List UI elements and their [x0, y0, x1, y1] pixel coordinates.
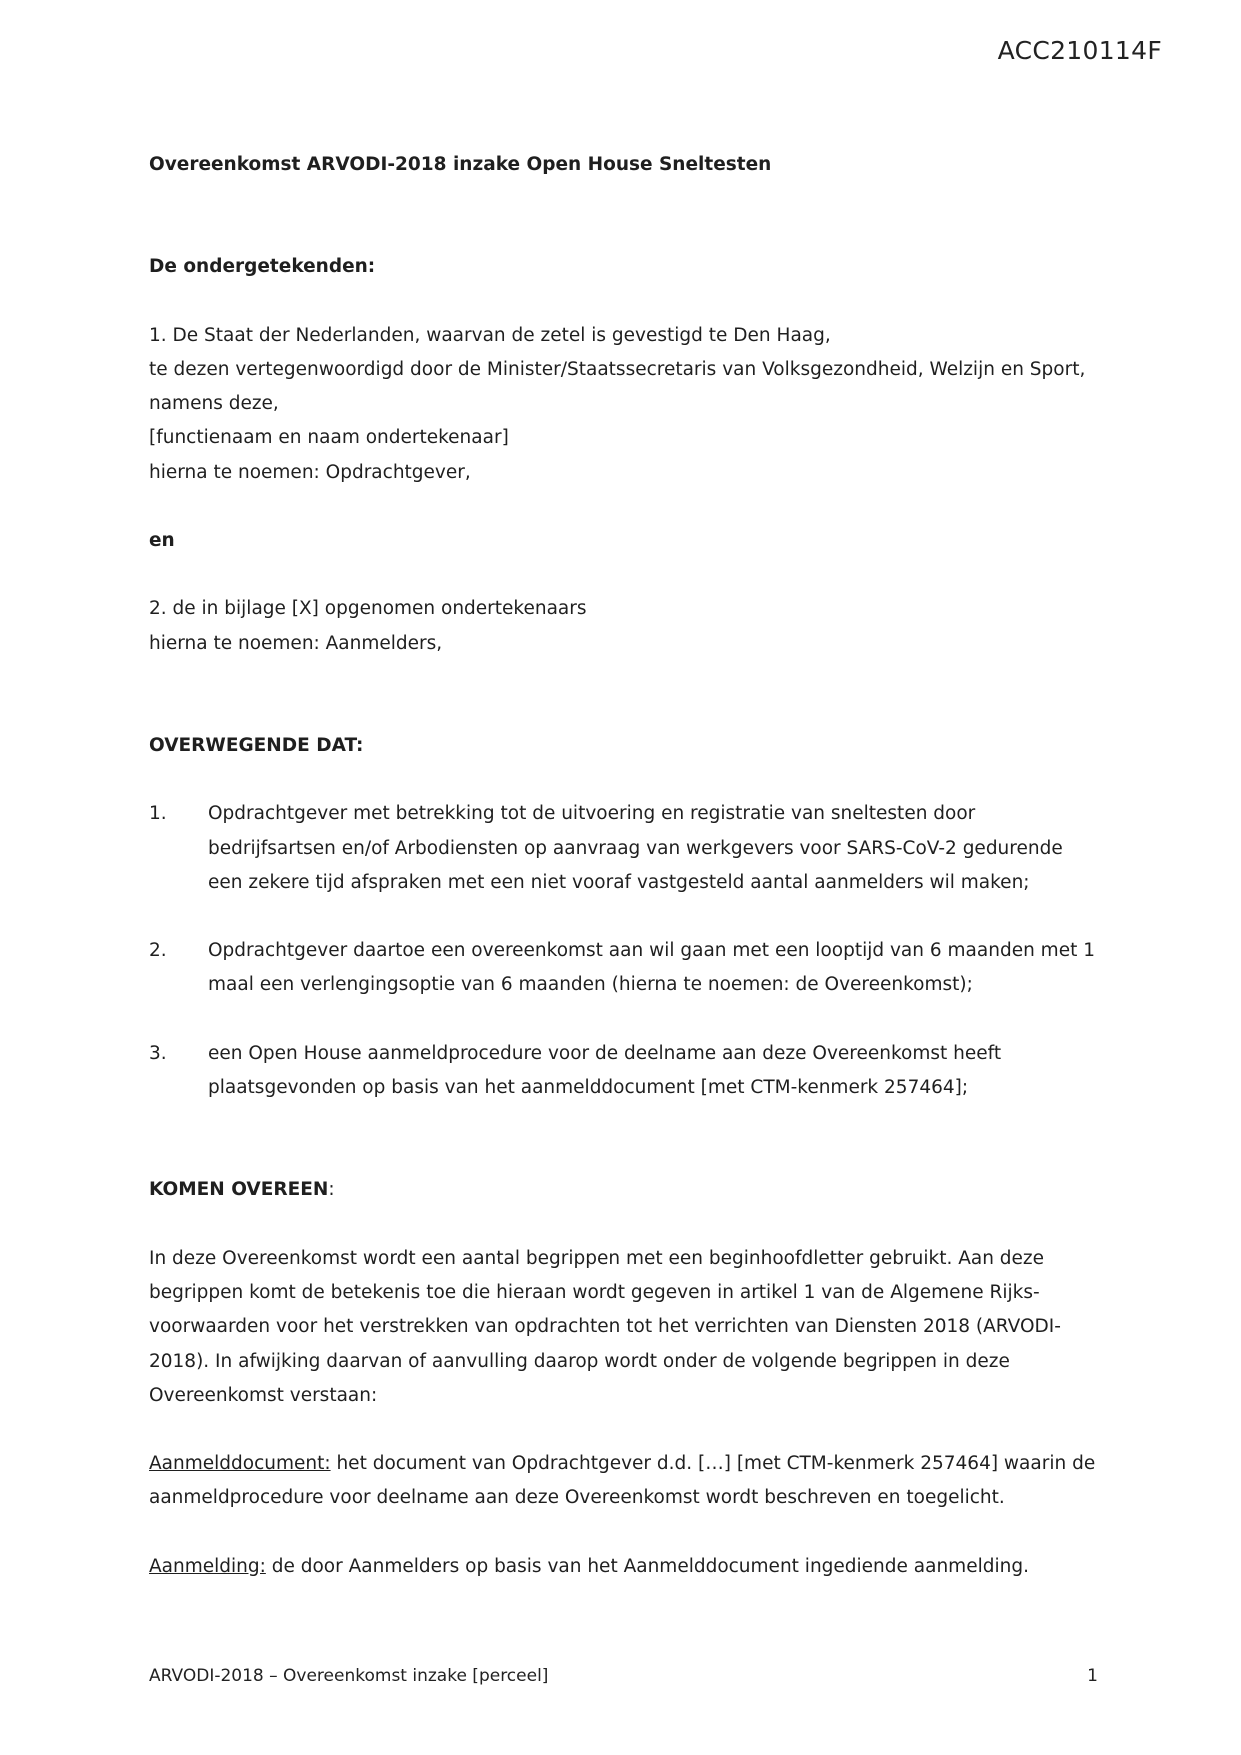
party-2-block	[149, 592, 1099, 661]
party-2-line: hierna te noemen: Aanmelders,	[149, 632, 443, 654]
definition-term: Aanmelddocument:	[149, 1453, 331, 1475]
document-code: ACC210114F	[997, 36, 1162, 65]
document-title: Overeenkomst ARVODI-2018 inzake Open House Sneltesten	[149, 154, 772, 175]
definition-term: Aanmelding:	[149, 1555, 266, 1577]
agree-heading: KOMEN OVEREEN	[149, 1179, 329, 1201]
consideration-number: 2.	[149, 940, 167, 962]
agree-heading-line	[149, 1173, 1099, 1207]
party-1-block	[149, 319, 1099, 490]
signatories-heading: De ondergetekenden:	[149, 256, 376, 278]
and-conjunction: en	[149, 530, 175, 552]
footer-title: ARVODI-2018 – Overeenkomst inzake [perceel]	[149, 1666, 549, 1686]
page-footer	[149, 1666, 1098, 1686]
consideration-number: 1.	[149, 803, 167, 825]
party-1-line: [functienaam en naam ondertekenaar]	[149, 427, 509, 449]
consideration-number: 3.	[149, 1042, 167, 1064]
document-body	[149, 148, 1099, 1584]
consideration-item	[149, 797, 1099, 900]
consideration-text: Opdrachtgever met betrekking tot de uitvoering en registratie van sneltesten door bedrijfsartsen en/of Arbodiensten op aanvraag van werkgevers voor SARS-CoV-2 gedurende een zekere tijd afspraken met een niet vooraf vastgesteld aantal aanmelders wil maken;	[208, 803, 1063, 893]
consideration-item	[149, 1037, 1099, 1106]
definition-text: het document van Opdrachtgever d.d. […] [met CTM-kenmerk 257464] waarin de aanmeldprocedure voor deelname aan deze Overeenkomst wordt beschreven en toegelicht.	[149, 1453, 1096, 1509]
consideration-text: Opdrachtgever daartoe een overeenkomst aan wil gaan met een looptijd van 6 maanden met 1 maal een verlengingsoptie van 6 maanden (hierna te noemen: de Overeenkomst);	[208, 940, 1095, 996]
intro-paragraph: In deze Overeenkomst wordt een aantal begrippen met een beginhoofdletter gebruikt. Aan deze begrippen komt de betekenis toe die hieraan wordt gegeven in artikel 1 van de Algemene Rijks-voorwaarden voor het verstrekken van opdrachten tot het verrichten van Diensten 2018 (ARVODI-2018). In afwijking daarvan of aanvulling daarop wordt onder de volgende begrippen in deze Overeenkomst verstaan:	[149, 1247, 1061, 1406]
definition-text: de door Aanmelders op basis van het Aanmelddocument ingediende aanmelding.	[265, 1555, 1029, 1577]
party-1-line: hierna te noemen: Opdrachtgever,	[149, 461, 471, 483]
party-1-line: namens deze,	[149, 393, 279, 415]
considerations-list	[149, 797, 1099, 1105]
consideration-item	[149, 934, 1099, 1003]
agree-colon: :	[328, 1179, 335, 1201]
consideration-text: een Open House aanmeldprocedure voor de deelname aan deze Overeenkomst heeft plaatsgevonden op basis van het aanmelddocument [met CTM-kenmerk 257464];	[208, 1042, 1002, 1099]
party-1-line: te dezen vertegenwoordigd door de Minister/Staatssecretaris van Volksgezondheid, Welzijn en Sport,	[149, 358, 1086, 380]
definition-aanmelddocument	[149, 1447, 1099, 1516]
party-2-line: 2. de in bijlage [X] opgenomen ondertekenaars	[149, 598, 587, 620]
page-number: 1	[1087, 1666, 1098, 1686]
party-1-line: 1. De Staat der Nederlanden, waarvan de zetel is gevestigd te Den Haag,	[149, 324, 831, 346]
considering-heading: OVERWEGENDE DAT:	[149, 734, 364, 756]
definition-aanmelding	[149, 1550, 1099, 1584]
